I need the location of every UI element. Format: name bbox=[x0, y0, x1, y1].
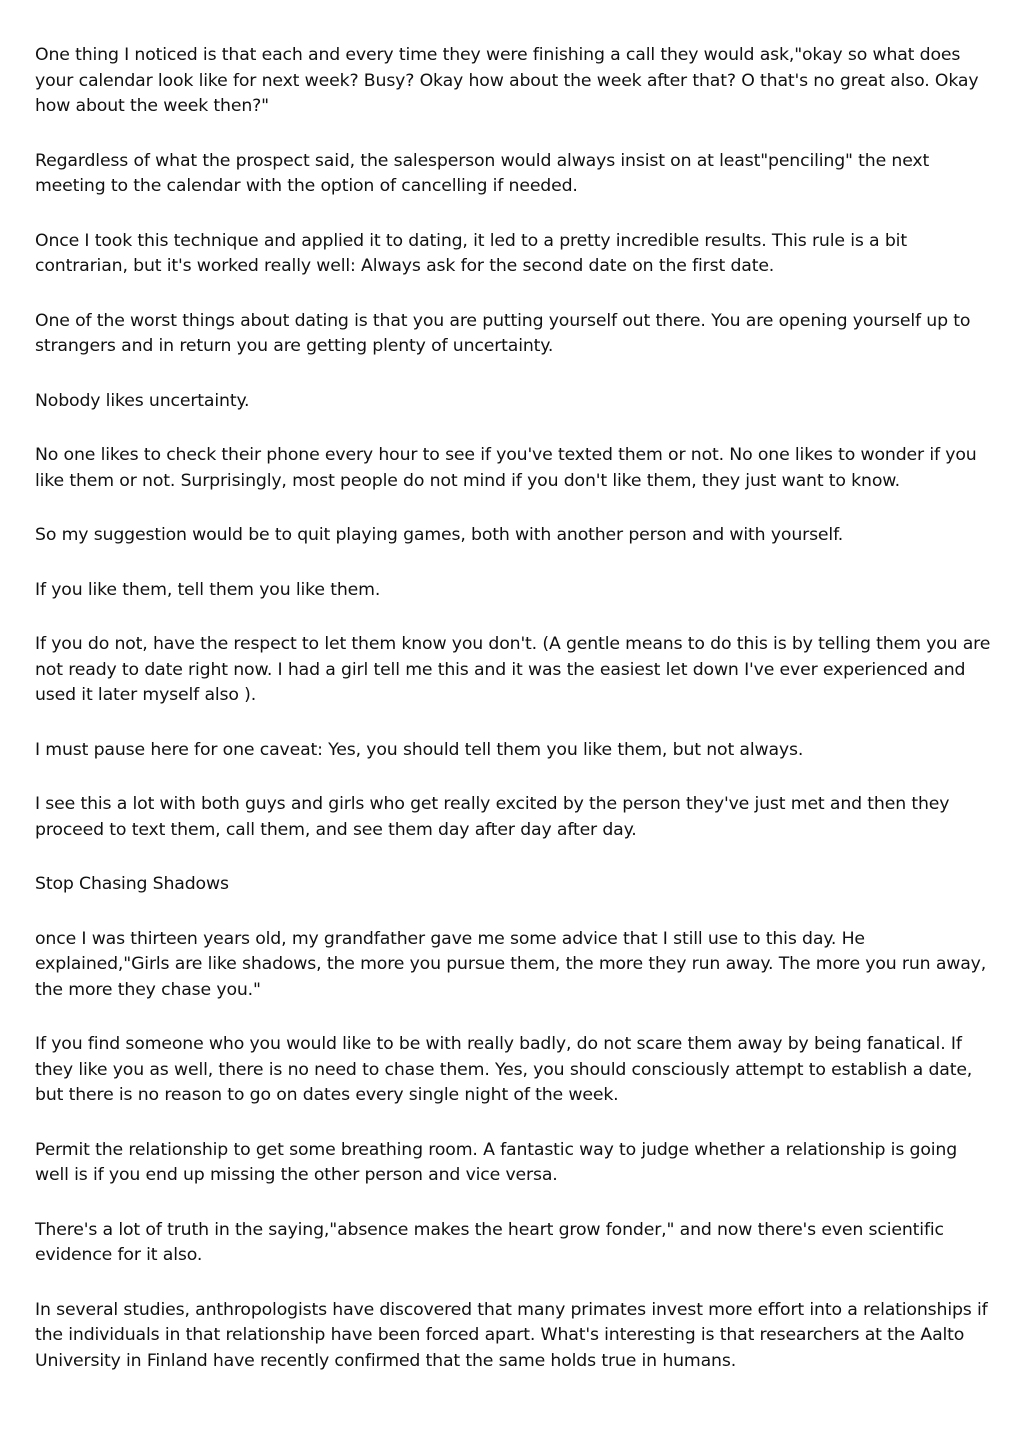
section-heading: Stop Chasing Shadows bbox=[35, 874, 229, 894]
paragraph: Once I took this technique and applied it to dating, it led to a pretty incredible results. This rule is a bit contrarian, but it's worked really well: Always ask for the second date on the first date. bbox=[35, 230, 907, 276]
document-body bbox=[35, 43, 995, 1403]
paragraph: Regardless of what the prospect said, the salesperson would always insist on at least"penciling" the next meeting to the calendar with the option of cancelling if needed. bbox=[35, 150, 930, 196]
paragraph: I must pause here for one caveat: Yes, you should tell them you like them, but not always. bbox=[35, 739, 804, 760]
paragraph: One thing I noticed is that each and every time they were finishing a call they would ask,"okay so what does your calendar look like for next week? Busy? Okay how about the week after that? O that's no great also. Okay how about the week then?" bbox=[35, 45, 979, 116]
paragraph: There's a lot of truth in the saying,"absence makes the heart grow fonder," and now there's even scientific evidence for it also. bbox=[35, 1219, 944, 1265]
paragraph: I see this a lot with both guys and girls who get really excited by the person they've just met and then they proceed to text them, call them, and see them day after day after day. bbox=[35, 794, 950, 840]
paragraph: If you do not, have the respect to let them know you don't. (A gentle means to do this is by telling them you are not ready to date right now. I had a girl tell me this and it was the easiest let down I've ever experienced and used it later myself also ). bbox=[35, 634, 991, 705]
paragraph: So my suggestion would be to quit playing games, both with another person and with yourself. bbox=[35, 525, 844, 545]
paragraph: One of the worst things about dating is that you are putting yourself out there. You are opening yourself up to strangers and in return you are getting plenty of uncertainty. bbox=[35, 310, 971, 356]
paragraph: Nobody likes uncertainty. bbox=[35, 390, 250, 411]
paragraph: If you find someone who you would like to be with really badly, do not scare them away by being fanatical. If they like you as well, there is no need to chase them. Yes, you should consciously attempt to establish a date, but there is no reason to go on dates every single night of the week. bbox=[35, 1034, 973, 1105]
paragraph: No one likes to check their phone every hour to see if you've texted them or not. No one likes to wonder if you like them or not. Surprisingly, most people do not mind if you don't like them, they just want to know. bbox=[35, 445, 977, 491]
paragraph: In several studies, anthropologists have discovered that many primates invest more effort into a relationships if the individuals in that relationship have been forced apart. What's interesting is that researchers at the Aalto University in Finland have recently confirmed that the same holds true in humans. bbox=[35, 1299, 988, 1371]
paragraph: If you like them, tell them you like them. bbox=[35, 579, 381, 600]
paragraph: once I was thirteen years old, my grandfather gave me some advice that I still use to this day. He explained,"Girls are like shadows, the more you pursue them, the more they run away. The more you run away, the more they chase you." bbox=[35, 928, 987, 1000]
paragraph: Permit the relationship to get some breathing room. A fantastic way to judge whether a relationship is going well is if you end up missing the other person and vice versa. bbox=[35, 1139, 958, 1185]
